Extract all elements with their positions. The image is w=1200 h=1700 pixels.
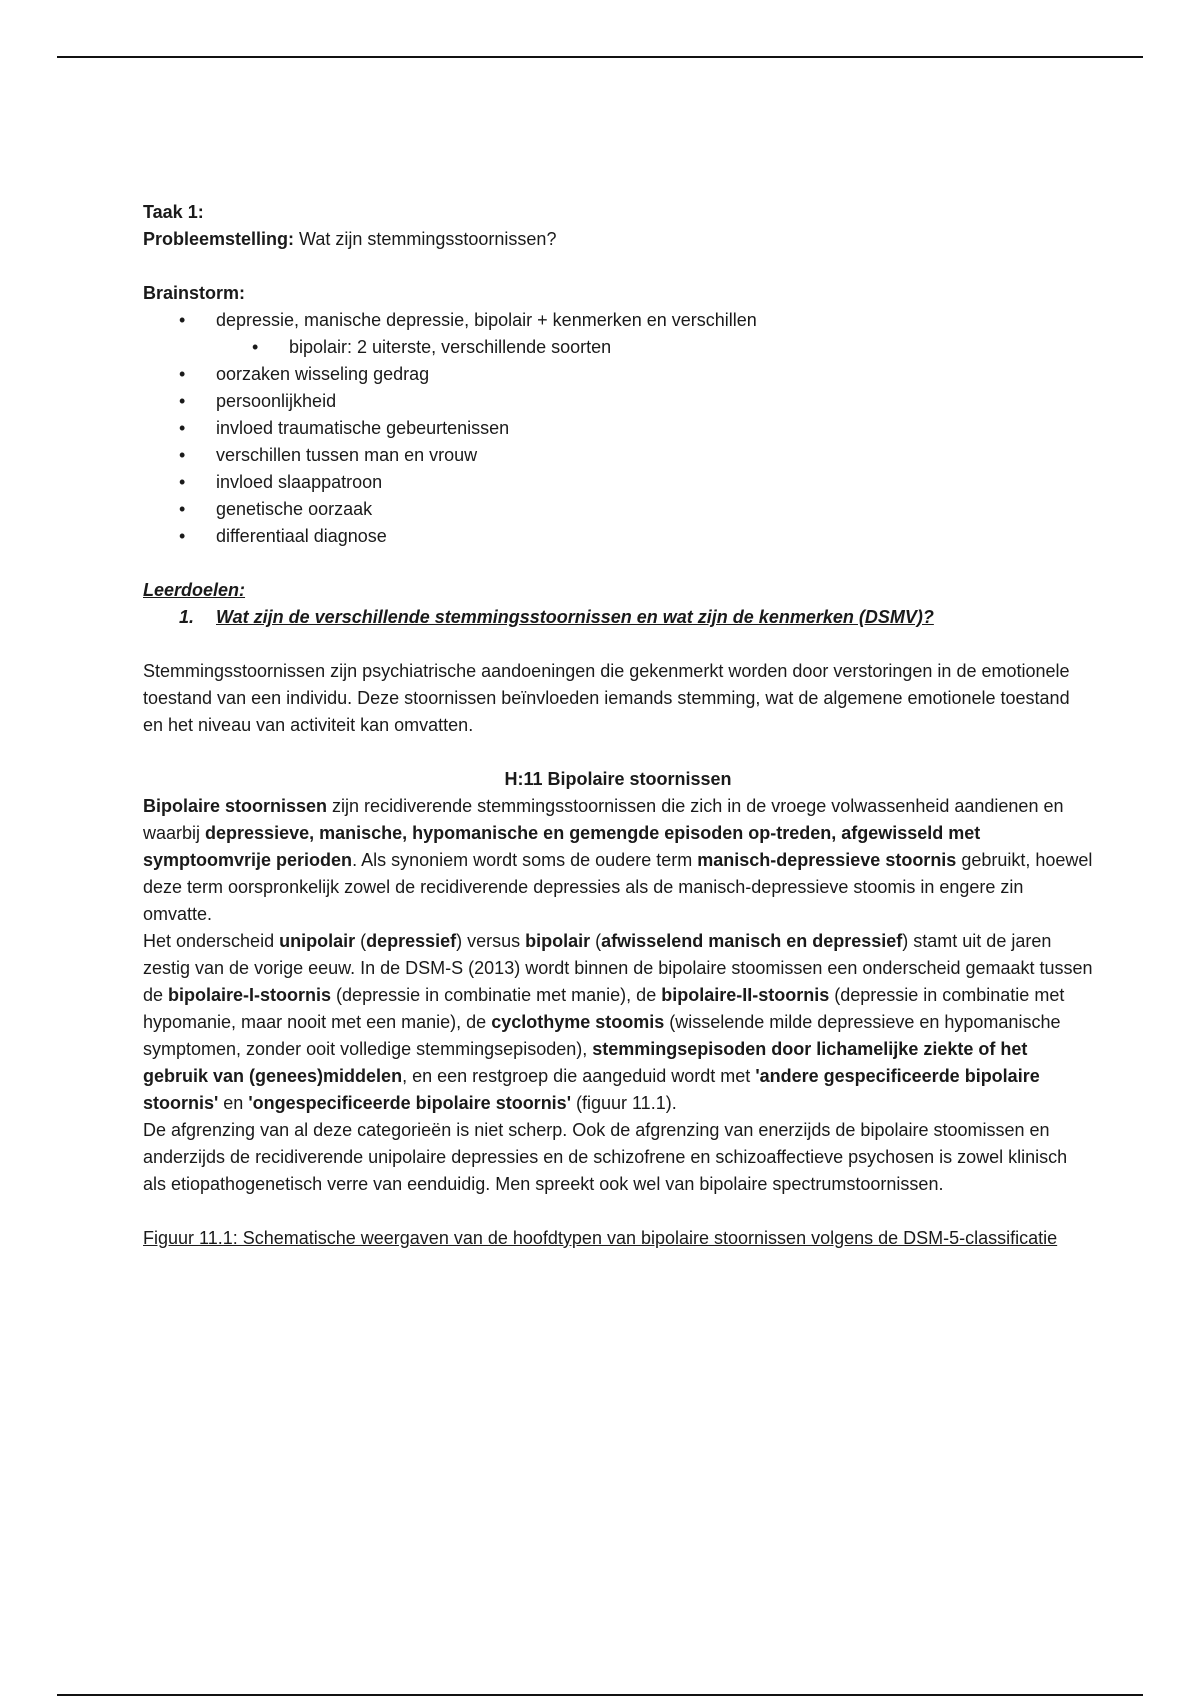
term-bipolar: bipolair — [525, 931, 591, 951]
list-item: • persoonlijkheid — [143, 388, 1093, 415]
brainstorm-title: Brainstorm: — [143, 283, 246, 303]
term-other-specified: 'andere gespecificeerde bipolaire stoornis' — [143, 1066, 1040, 1113]
term-episodes: depressieve, manische, hypomanische en gemengde episoden op-treden, afgewisseld met symptoomvrije perioden — [143, 823, 981, 870]
list-item: • oorzaken wisseling gedrag — [143, 361, 1093, 388]
task-title: Taak 1: — [143, 202, 204, 222]
list-item: • genetische oorzaak — [143, 496, 1093, 523]
bipolar-paragraph-2: Het onderscheid unipolair (depressief) versus bipolair (afwisselend manisch en depressief) stamt uit de jaren zestig van de vorige eeuw. In de DSM-S (2013) wordt binnen de bipolaire stoomissen een onderscheid gemaakt tussen de bipolaire-I-stoornis (depressie in combinatie met manie), de bipolaire-II-stoornis (depressie in combinatie met hypomanie, maar nooit met een manie), de cyclothyme stoomis (wisselende milde depressieve en hypomanische symptomen, zonder ooit volledige stemmingsepisoden), stemmingsepisoden door lichamelijke ziekte of het gebruik van (genees)middelen, en een restgroep die aangeduid wordt met 'andere gespecificeerde bipolaire stoornis' en 'ongespecificeerde bipolaire stoornis' (figuur 11.1). — [143, 931, 1093, 1113]
term-substance-episodes: stemmingsepisoden door lichamelijke ziekte of het gebruik van (genees)middelen — [143, 1039, 1028, 1086]
problem-statement — [143, 226, 1093, 253]
term-alternating: afwisselend manisch en depressief — [601, 931, 903, 951]
figure-caption: Figuur 11.1: Schematische weergaven van de hoofdtypen van bipolaire stoornissen volgens de DSM-5-classificatie — [143, 1228, 1058, 1248]
term-bipolar-1: bipolaire-I-stoornis — [168, 985, 332, 1005]
term-cyclothymic: cyclothyme stoomis — [491, 1012, 665, 1032]
header-rule — [57, 56, 1143, 58]
list-item: • invloed traumatische gebeurtenissen — [143, 415, 1093, 442]
list-item: • verschillen tussen man en vrouw — [143, 442, 1093, 469]
term-depressive: depressief — [366, 931, 457, 951]
term-unipolar: unipolair — [279, 931, 356, 951]
list-item: • differentiaal diagnose — [143, 523, 1093, 550]
bipolar-paragraph-1: Bipolaire stoornissen zijn recidiverende stemmingsstoornissen die zich in de vroege volwassenheid aandienen en waarbij depressieve, manische, hypomanische en gemengde episoden op-treden, afgewisseld met symptoomvrije perioden. Als synoniem wordt soms de oudere term manisch-depressieve stoornis gebruikt, hoewel deze term oorspronkelijk zowel de recidiverende depressies als de manisch-depressieve stoomis in engere zin omvatte. — [143, 796, 1093, 924]
term-bipolar-disorders: Bipolaire stoornissen — [143, 796, 328, 816]
term-bipolar-2: bipolaire-II-stoornis — [661, 985, 830, 1005]
problem-text: Wat zijn stemmingsstoornissen? — [294, 229, 557, 249]
bipolar-paragraph-3: De afgrenzing van al deze categorieën is niet scherp. Ook de afgrenzing van enerzijds de bipolaire stoomissen en anderzijds de recidiverende unipolaire depressies en de schizofrene en schizoaffectieve psychosen is zowel klinisch als etiopathogenetisch verre van eenduidig. Men spreekt ook wel van bipolaire spectrumstoornissen. — [143, 1120, 1068, 1194]
list-item: • invloed slaappatroon — [143, 469, 1093, 496]
brainstorm-list — [143, 307, 1093, 550]
term-manic-depressive: manisch-depressieve stoornis — [697, 850, 957, 870]
learning-goal-1 — [143, 604, 1093, 631]
term-unspecified: 'ongespecificeerde bipolaire stoornis' — [248, 1093, 571, 1113]
problem-label: Probleemstelling: — [143, 229, 295, 249]
intro-paragraph: Stemmingsstoornissen zijn psychiatrische aandoeningen die gekenmerkt worden door verstoringen in de emotionele toestand van een individu. Deze stoornissen beïnvloeden iemands stemming, wat de algemene emotionele toestand en het niveau van activiteit kan omvatten. — [143, 661, 1070, 735]
learning-goal-text: Wat zijn de verschillende stemmingsstoornissen en wat zijn de kenmerken (DSMV)? — [216, 607, 934, 627]
list-item: • bipolair: 2 uiterste, verschillende soorten — [143, 334, 1093, 361]
learning-goals-title: Leerdoelen: — [143, 580, 246, 600]
learning-goal-number: 1. — [179, 607, 195, 627]
document-body — [143, 199, 1093, 1252]
chapter-heading: H:11 Bipolaire stoornissen — [504, 769, 732, 789]
list-item: • depressie, manische depressie, bipolair + kenmerken en verschillen — [143, 307, 1093, 334]
footer-rule — [57, 1694, 1143, 1696]
